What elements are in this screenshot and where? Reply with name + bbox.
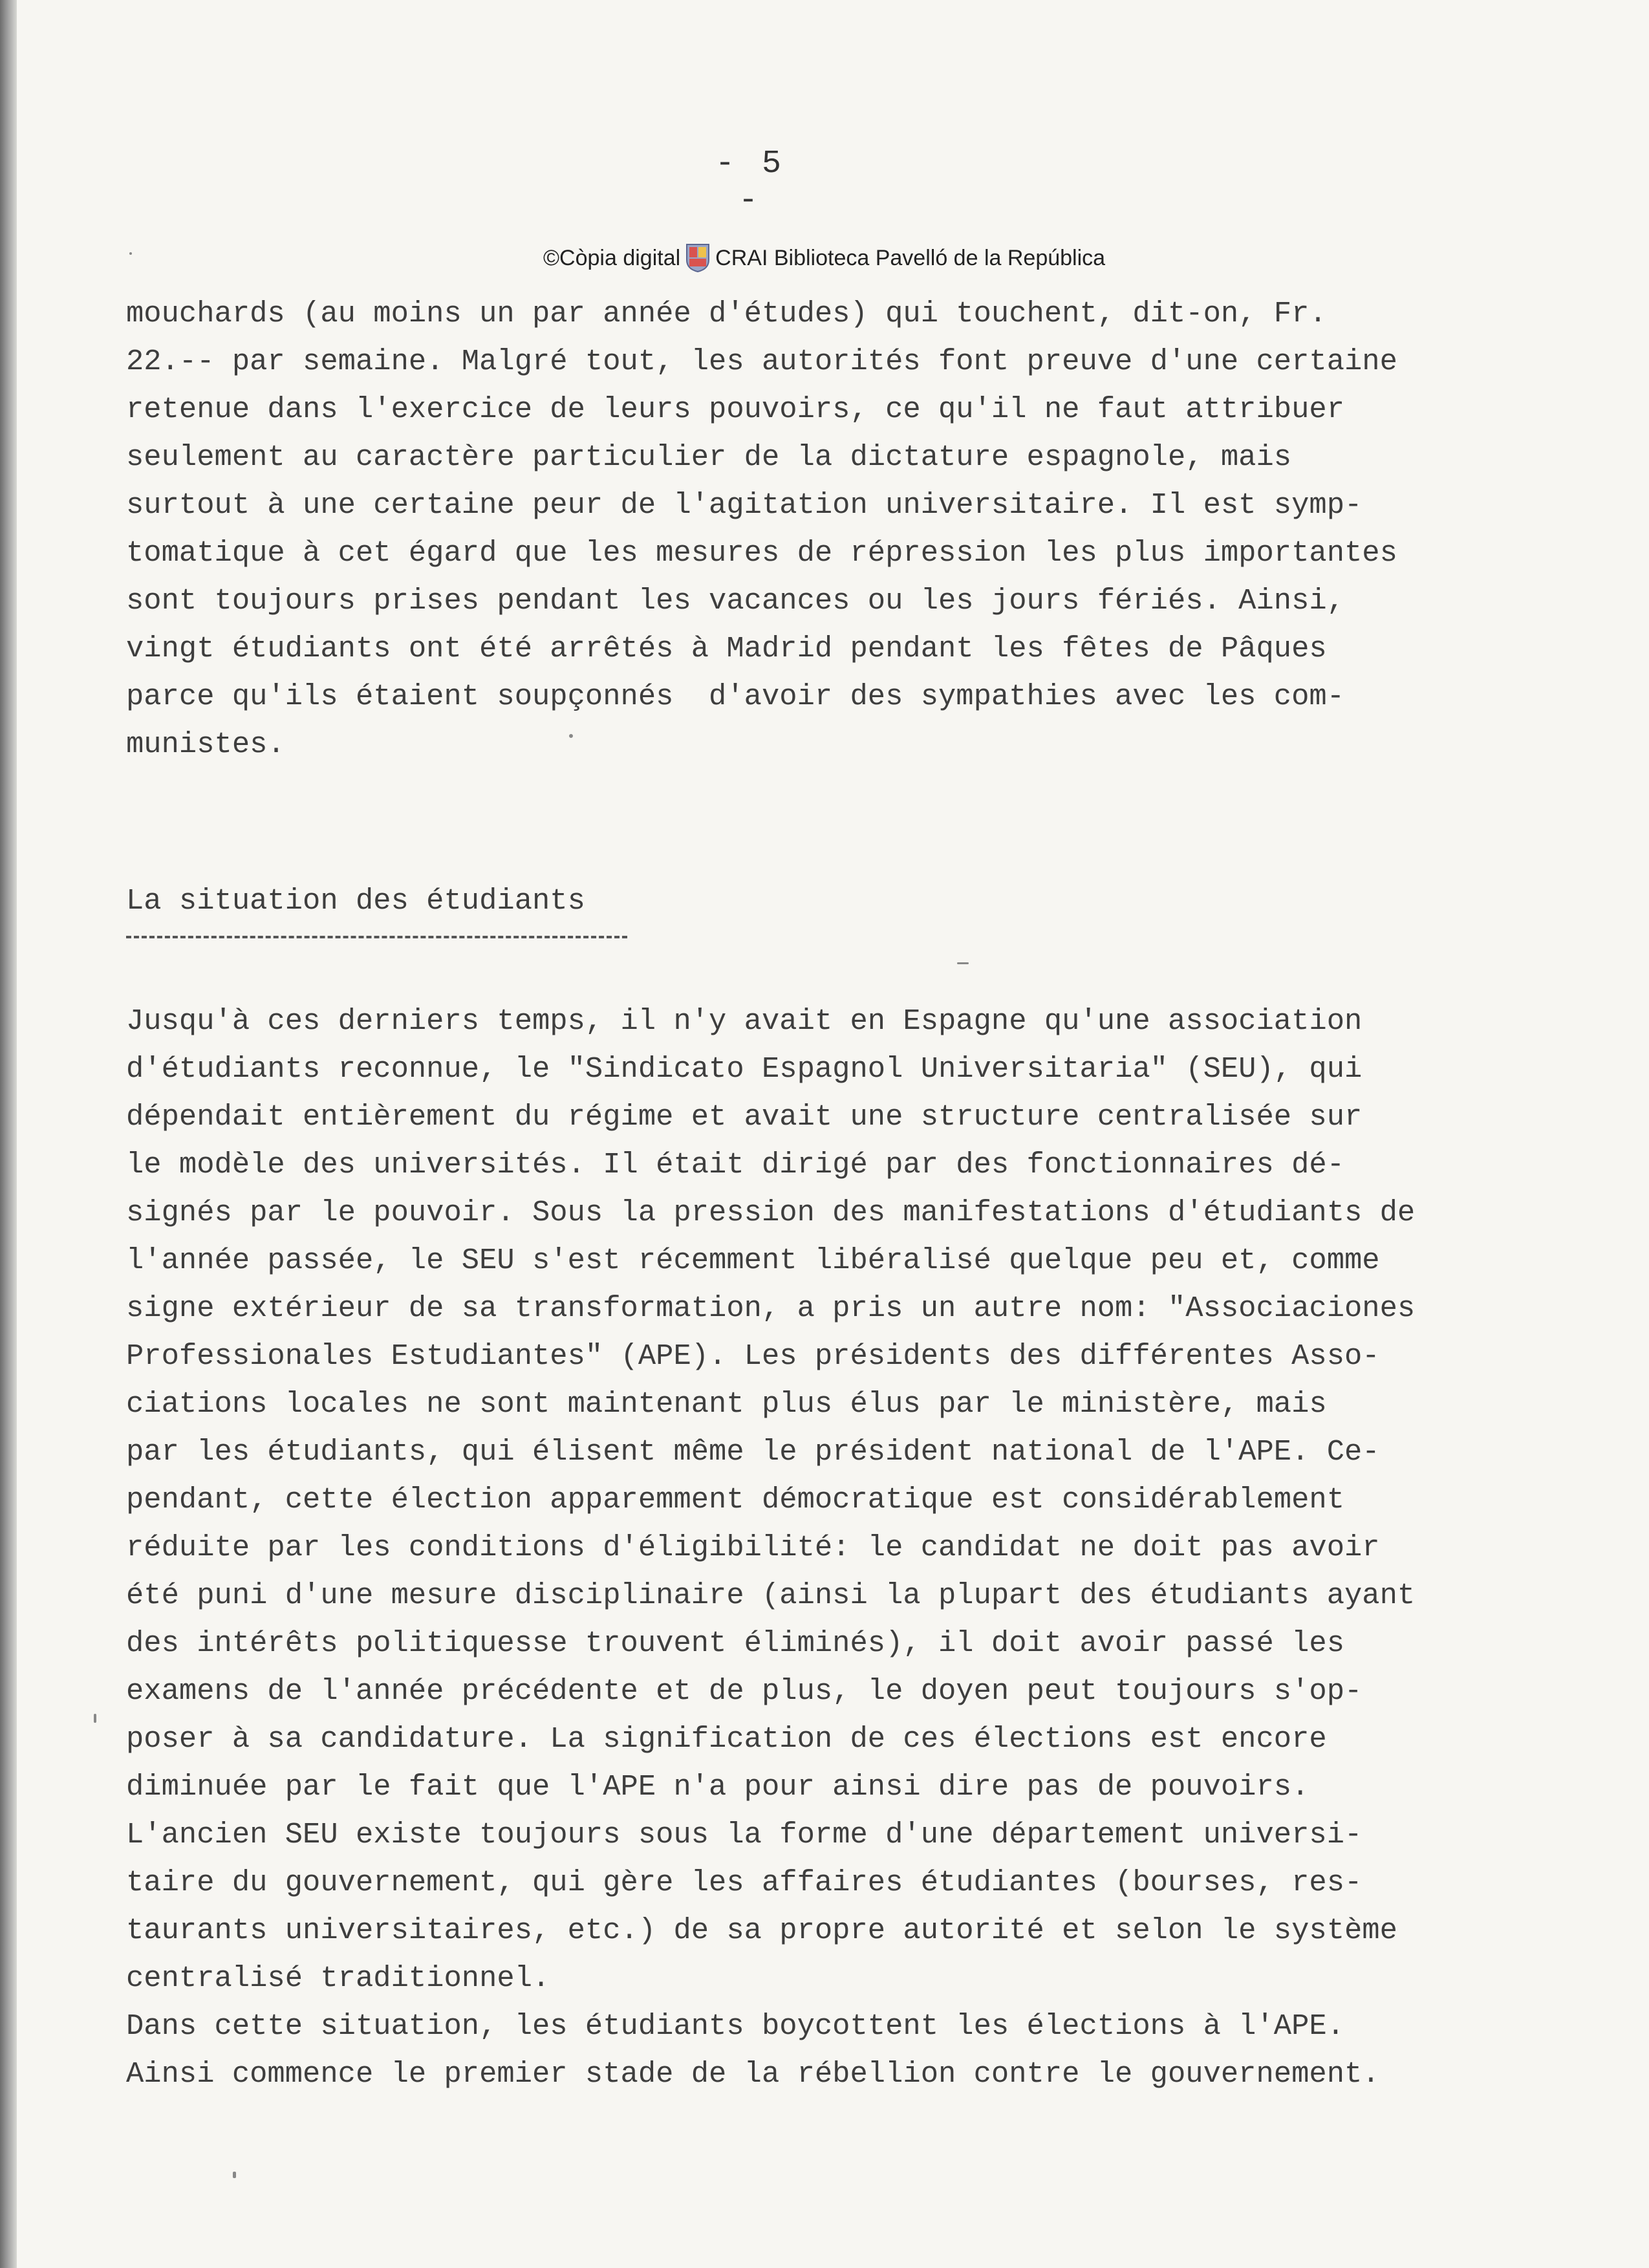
- crai-shield-icon: [685, 243, 710, 273]
- text-line: munistes.: [126, 728, 285, 761]
- watermark-prefix: ©Còpia digital: [543, 245, 681, 270]
- text-line: réduite par les conditions d'éligibilité: le candidat ne doit pas avoir: [126, 1531, 1380, 1564]
- text-line: le modèle des universités. Il était dirigé par des fonctionnaires dé-: [126, 1148, 1345, 1182]
- text-line: taire du gouvernement, qui gère les affaires étudiantes (bourses, res-: [126, 1866, 1363, 1899]
- text-line: été puni d'une mesure disciplinaire (ainsi la plupart des étudiants ayant: [126, 1579, 1416, 1612]
- text-line: dépendait entièrement du régime et avait une structure centralisée sur: [126, 1100, 1363, 1134]
- scan-speck: [957, 962, 969, 964]
- scan-speck: [233, 2172, 236, 2178]
- paragraph-repression: [126, 290, 1397, 768]
- text-line: l'année passée, le SEU s'est récemment libéralisé quelque peu et, comme: [126, 1244, 1380, 1277]
- text-line: centralisé traditionnel.: [126, 1961, 550, 1995]
- text-line: vingt étudiants ont été arrêtés à Madrid pendant les fêtes de Pâques: [126, 632, 1327, 665]
- text-line: parce qu'ils étaient soupçonnés d'avoir des sympathies avec les com-: [126, 680, 1345, 713]
- text-line: Dans cette situation, les étudiants boycottent les élections à l'APE.: [126, 2009, 1345, 2043]
- text-line: retenue dans l'exercice de leurs pouvoirs, ce qu'il ne faut attribuer: [126, 393, 1345, 426]
- text-line: L'ancien SEU existe toujours sous la forme d'une département universi-: [126, 1818, 1363, 1852]
- digital-copy-watermark: [543, 242, 1105, 274]
- text-line: diminuée par le fait que l'APE n'a pour ainsi dire pas de pouvoirs.: [126, 1770, 1310, 1804]
- scan-speck: [94, 1714, 96, 1723]
- text-line: pendant, cette élection apparemment démocratique est considérablement: [126, 1483, 1345, 1517]
- text-line: Jusqu'à ces derniers temps, il n'y avait en Espagne qu'une association: [126, 1004, 1363, 1038]
- text-line: tomatique à cet égard que les mesures de répression les plus importantes: [126, 536, 1397, 570]
- text-line: des intérêts politiquesse trouvent éliminés), il doit avoir passé les: [126, 1626, 1345, 1660]
- text-line: examens de l'année précédente et de plus, le doyen peut toujours s'op-: [126, 1674, 1363, 1708]
- text-line: Professionales Estudiantes" (APE). Les présidents des différentes Asso-: [126, 1339, 1380, 1373]
- scan-edge-shadow: [0, 0, 17, 2268]
- text-line: signe extérieur de sa transformation, a pris un autre nom: "Associaciones: [126, 1291, 1416, 1325]
- text-line: poser à sa candidature. La signification de ces élections est encore: [126, 1722, 1327, 1756]
- text-line: 22.-- par semaine. Malgré tout, les autorités font preuve d'une certaine: [126, 345, 1397, 378]
- paragraph-student-situation: [126, 997, 1415, 2098]
- page-number: - 5 -: [715, 146, 785, 219]
- text-line: mouchards (au moins un par année d'études) qui touchent, dit-on, Fr.: [126, 297, 1327, 330]
- text-line: par les étudiants, qui élisent même le président national de l'APE. Ce-: [126, 1435, 1380, 1469]
- text-line: Ainsi commence le premier stade de la rébellion contre le gouvernement.: [126, 2057, 1380, 2091]
- heading-underline: [126, 936, 627, 938]
- text-line: surtout à une certaine peur de l'agitation universitaire. Il est symp-: [126, 488, 1363, 522]
- text-line: d'étudiants reconnue, le "Sindicato Espagnol Universitaria" (SEU), qui: [126, 1052, 1363, 1086]
- scan-speck: [129, 252, 132, 255]
- scan-speck: [569, 734, 573, 738]
- text-line: signés par le pouvoir. Sous la pression des manifestations d'étudiants de: [126, 1196, 1416, 1229]
- text-line: seulement au caractère particulier de la dictature espagnole, mais: [126, 440, 1292, 474]
- text-line: taurants universitaires, etc.) de sa propre autorité et selon le système: [126, 1914, 1397, 1947]
- text-line: sont toujours prises pendant les vacances ou les jours fériés. Ainsi,: [126, 584, 1345, 618]
- section-heading: La situation des étudiants: [126, 884, 585, 918]
- text-line: ciations locales ne sont maintenant plus élus par le ministère, mais: [126, 1387, 1327, 1421]
- watermark-suffix: CRAI Biblioteca Pavelló de la República: [715, 245, 1106, 270]
